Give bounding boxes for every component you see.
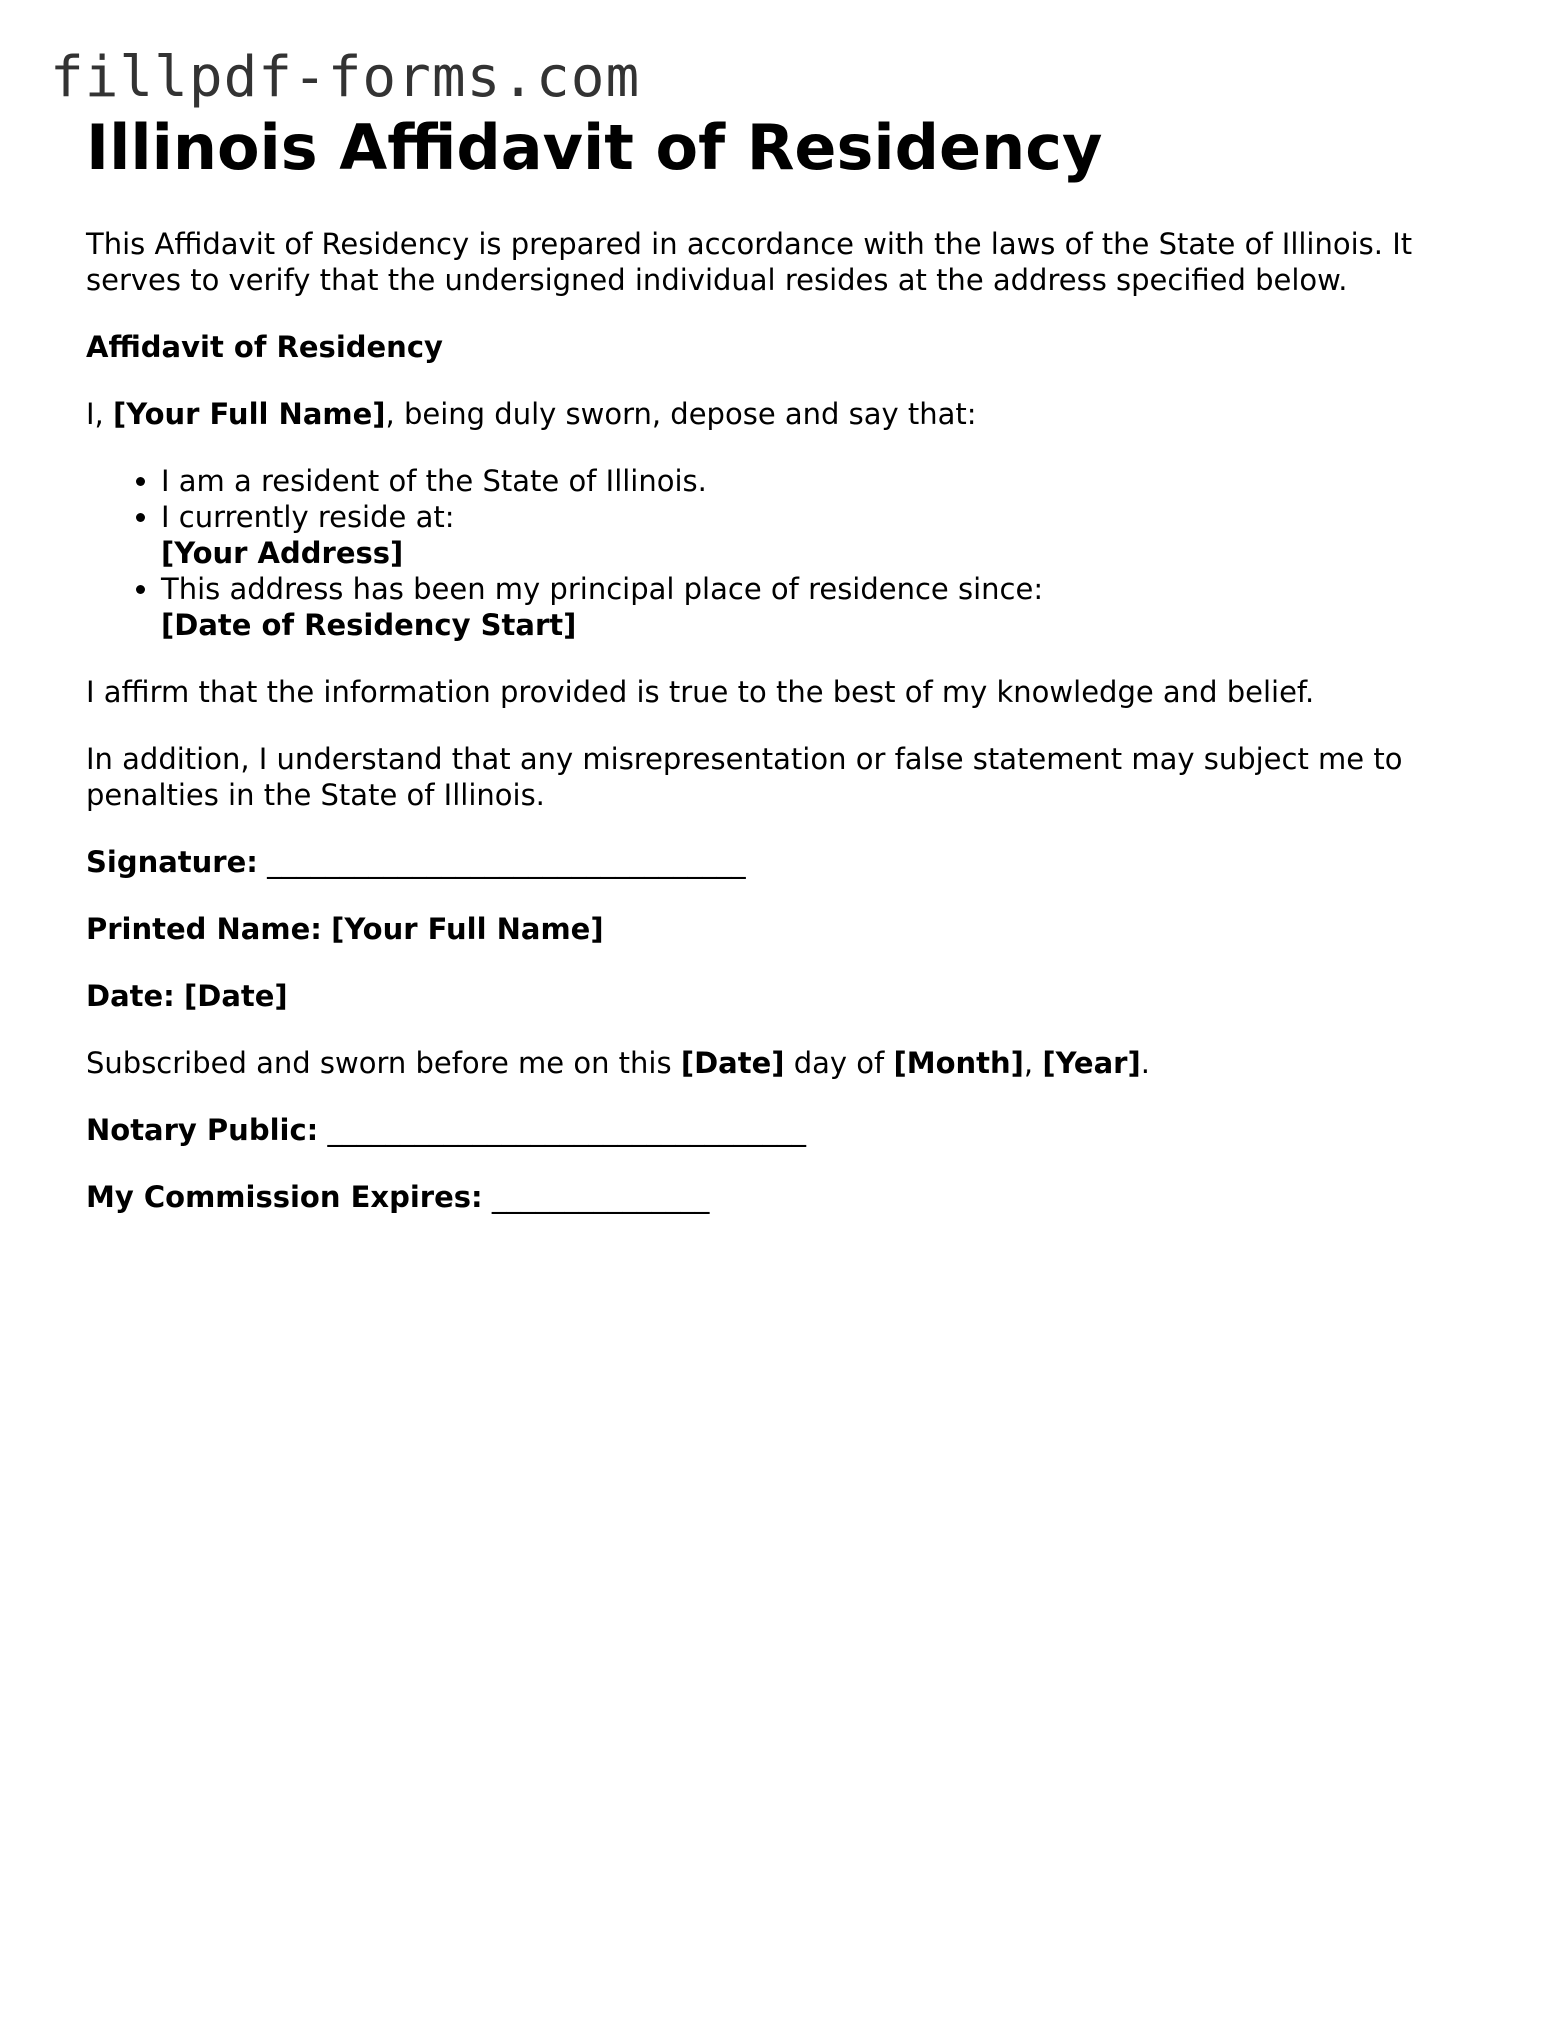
year-placeholder: [Year] (1042, 1046, 1141, 1080)
statement-text: I am a resident of the State of Illinois. (161, 464, 707, 498)
notary-field[interactable]: _________________________________ (327, 1113, 806, 1147)
list-item (161, 571, 1486, 643)
statement-text: I currently reside at: (161, 500, 455, 534)
section-heading: Affidavit of Residency (86, 330, 443, 364)
date-line (86, 978, 1486, 1014)
penalty-paragraph: In addition, I understand that any misrepresentation or false statement may subject me to penalties in the State of Illinois. (86, 742, 1403, 812)
subscribed-prefix: Subscribed and sworn before me on this (86, 1046, 681, 1080)
oath-prefix: I, (86, 397, 113, 431)
notary-label: Notary Public: (86, 1113, 319, 1147)
document-body (86, 110, 1486, 1215)
oath-suffix: , being duly sworn, depose and say that: (385, 397, 977, 431)
commission-line (86, 1179, 1486, 1215)
list-item (161, 499, 1486, 571)
statement-text: This address has been my principal place of residence since: (161, 572, 1044, 606)
watermark-text: fillpdf-forms.com (50, 45, 641, 110)
signature-field[interactable]: _________________________________ (267, 845, 746, 879)
printed-name-line (86, 911, 1486, 947)
commission-field[interactable]: _______________ (491, 1180, 710, 1214)
month-placeholder: [Month] (893, 1046, 1024, 1080)
notary-line (86, 1112, 1486, 1148)
document-title: Illinois Affidavit of Residency (86, 111, 1103, 184)
subscribed-end: . (1140, 1046, 1150, 1080)
name-placeholder: [Your Full Name] (113, 397, 386, 431)
signature-label: Signature: (86, 845, 258, 879)
date-placeholder: [Date] (184, 979, 288, 1013)
oath-statement (86, 396, 1486, 432)
subscribed-middle: day of (784, 1046, 894, 1080)
signature-line (86, 844, 1486, 880)
printed-name-label: Printed Name: (86, 912, 322, 946)
date-label: Date: (86, 979, 175, 1013)
list-item (161, 463, 1486, 499)
subscribed-comma: , (1023, 1046, 1043, 1080)
intro-paragraph: This Affidavit of Residency is prepared in accordance with the laws of the State of Illinois. It serves to verify that the undersigned individual resides at the address specified below. (86, 227, 1413, 297)
statement-list (86, 463, 1486, 643)
subscribed-statement (86, 1045, 1486, 1081)
printed-name-placeholder: [Your Full Name] (331, 912, 604, 946)
commission-label: My Commission Expires: (86, 1180, 483, 1214)
day-placeholder: [Date] (680, 1046, 785, 1080)
address-placeholder: [Your Address] (161, 536, 404, 570)
affirmation-paragraph: I affirm that the information provided is true to the best of my knowledge and belief. (86, 675, 1315, 709)
residency-start-placeholder: [Date of Residency Start] (161, 608, 577, 642)
